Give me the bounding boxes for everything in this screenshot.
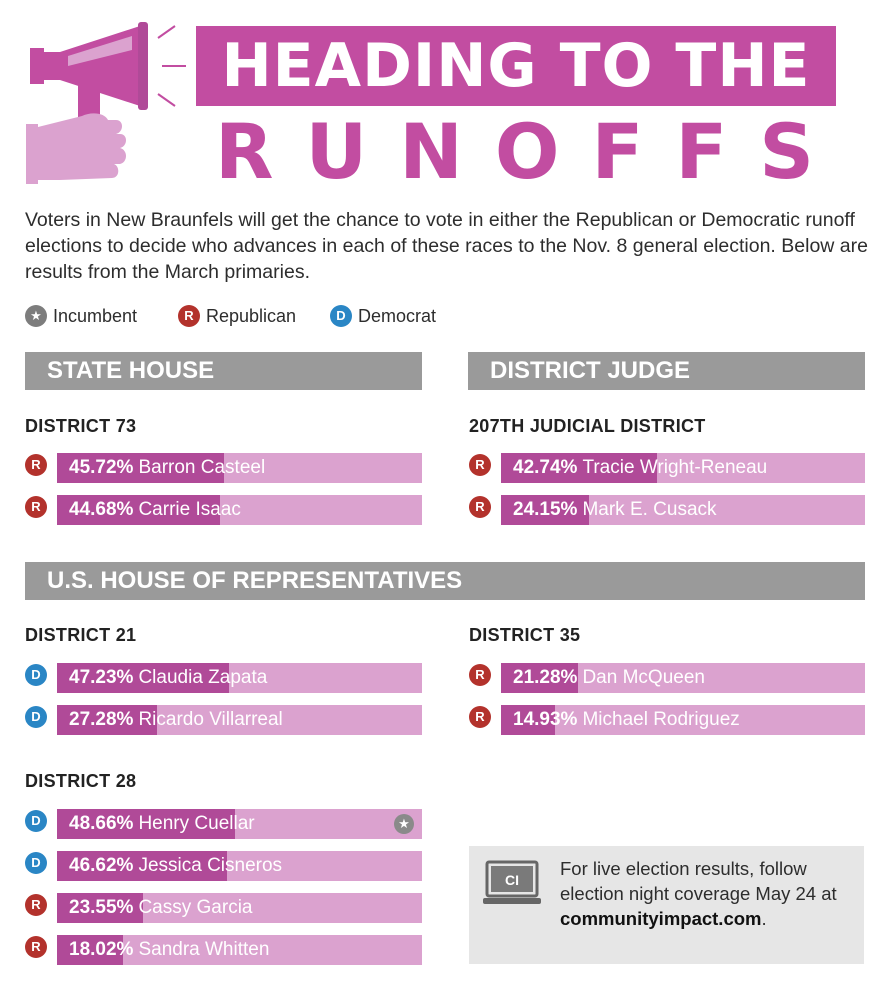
vote-percent: 18.02%	[69, 939, 134, 960]
candidate-row	[25, 893, 422, 923]
bar-track	[57, 893, 422, 923]
candidate-name: Cassy Garcia	[138, 897, 253, 918]
vote-percent: 42.74%	[513, 457, 578, 478]
monitor-icon	[483, 860, 541, 910]
bar-track	[57, 453, 422, 483]
republican-icon: R	[469, 496, 491, 518]
vote-percent: 44.68%	[69, 499, 134, 520]
candidate-name: Mark E. Cusack	[582, 499, 717, 520]
bar-label	[69, 453, 265, 483]
incumbent-star-icon: ★	[394, 814, 414, 834]
district-label: DISTRICT 21	[25, 625, 137, 645]
candidate-row	[469, 453, 865, 483]
bar-label	[69, 851, 282, 881]
title-line-2: RUNOFFS	[215, 107, 847, 196]
candidate-name: Claudia Zapata	[138, 667, 268, 688]
info-text	[560, 856, 855, 931]
legend-incumbent	[25, 304, 137, 328]
candidate-row	[25, 705, 422, 735]
candidate-row	[25, 453, 422, 483]
candidate-name: Tracie Wright-Reneau	[582, 457, 768, 478]
candidate-row	[25, 663, 422, 693]
bar-label	[69, 809, 255, 839]
vote-percent: 23.55%	[69, 897, 134, 918]
monitor-icon-label: CI	[505, 872, 519, 888]
vote-percent: 24.15%	[513, 499, 578, 520]
bar-label	[69, 893, 252, 923]
candidate-row	[25, 495, 422, 525]
republican-icon: R	[469, 706, 491, 728]
democrat-icon: D	[330, 305, 352, 327]
republican-icon: R	[25, 936, 47, 958]
legend-incumbent-label: Incumbent	[53, 305, 138, 326]
bar-label	[513, 663, 705, 693]
vote-percent: 48.66%	[69, 813, 134, 834]
candidate-row	[469, 663, 865, 693]
megaphone-icon	[20, 20, 190, 195]
candidate-row	[469, 495, 865, 525]
legend-democrat	[330, 304, 436, 328]
legend-republican	[178, 304, 296, 328]
democrat-icon: D	[25, 810, 47, 832]
candidate-row	[469, 705, 865, 735]
community-impact-link[interactable]: communityimpact.com	[560, 908, 762, 929]
candidate-name: Jessica Cisneros	[138, 855, 283, 876]
bar-label	[513, 453, 767, 483]
vote-percent: 47.23%	[69, 667, 134, 688]
bar-track	[57, 809, 422, 839]
bar-track	[57, 935, 422, 965]
candidate-name: Michael Rodriguez	[582, 709, 740, 730]
vote-percent: 27.28%	[69, 709, 134, 730]
info-text-end: .	[761, 908, 767, 929]
bar-track	[57, 705, 422, 735]
district-label: 207TH JUDICIAL DISTRICT	[469, 416, 706, 436]
bar-track	[501, 705, 865, 735]
title-line-1: HEADING TO THE	[196, 26, 836, 106]
bar-label	[69, 935, 269, 965]
vote-percent: 14.93%	[513, 709, 578, 730]
vote-percent: 46.62%	[69, 855, 134, 876]
bar-track	[501, 663, 865, 693]
section-us-house: U.S. HOUSE OF REPRESENTATIVES	[25, 562, 865, 600]
candidate-row	[25, 809, 422, 839]
info-box	[469, 846, 864, 964]
candidate-name: Sandra Whitten	[138, 939, 270, 960]
bar-track	[501, 495, 865, 525]
democrat-icon: D	[25, 706, 47, 728]
district-label: DISTRICT 35	[469, 625, 581, 645]
legend-republican-label: Republican	[206, 305, 297, 326]
info-text-body: For live election results, follow election night coverage May 24 at	[560, 858, 837, 904]
bar-label	[69, 705, 283, 735]
bar-track	[501, 453, 865, 483]
district-label: DISTRICT 28	[25, 771, 137, 791]
republican-icon: R	[178, 305, 200, 327]
bar-track	[57, 495, 422, 525]
bar-label	[69, 663, 267, 693]
bar-track	[57, 663, 422, 693]
candidate-name: Carrie Isaac	[138, 499, 241, 520]
section-district-judge: DISTRICT JUDGE	[468, 352, 865, 390]
bar-label	[513, 705, 740, 735]
star-icon: ★	[25, 305, 47, 327]
candidate-name: Barron Casteel	[138, 457, 266, 478]
bar-label	[513, 495, 717, 525]
republican-icon: R	[25, 496, 47, 518]
bar-label	[69, 495, 241, 525]
vote-percent: 21.28%	[513, 667, 578, 688]
republican-icon: R	[469, 454, 491, 476]
democrat-icon: D	[25, 664, 47, 686]
candidate-name: Henry Cuellar	[138, 813, 255, 834]
candidate-name: Dan McQueen	[582, 667, 705, 688]
republican-icon: R	[25, 454, 47, 476]
candidate-name: Ricardo Villarreal	[138, 709, 283, 730]
district-label: DISTRICT 73	[25, 416, 137, 436]
intro-text: Voters in New Braunfels will get the chance to vote in either the Republican or Democratic runoff elections to decide who advances in each of these races to the Nov. 8 general election. Below are results from the March primaries.	[25, 209, 868, 283]
democrat-icon: D	[25, 852, 47, 874]
bar-track	[57, 851, 422, 881]
legend-democrat-label: Democrat	[358, 305, 437, 326]
republican-icon: R	[25, 894, 47, 916]
candidate-row	[25, 935, 422, 965]
candidate-row	[25, 851, 422, 881]
republican-icon: R	[469, 664, 491, 686]
vote-percent: 45.72%	[69, 457, 134, 478]
section-state-house: STATE HOUSE	[25, 352, 422, 390]
